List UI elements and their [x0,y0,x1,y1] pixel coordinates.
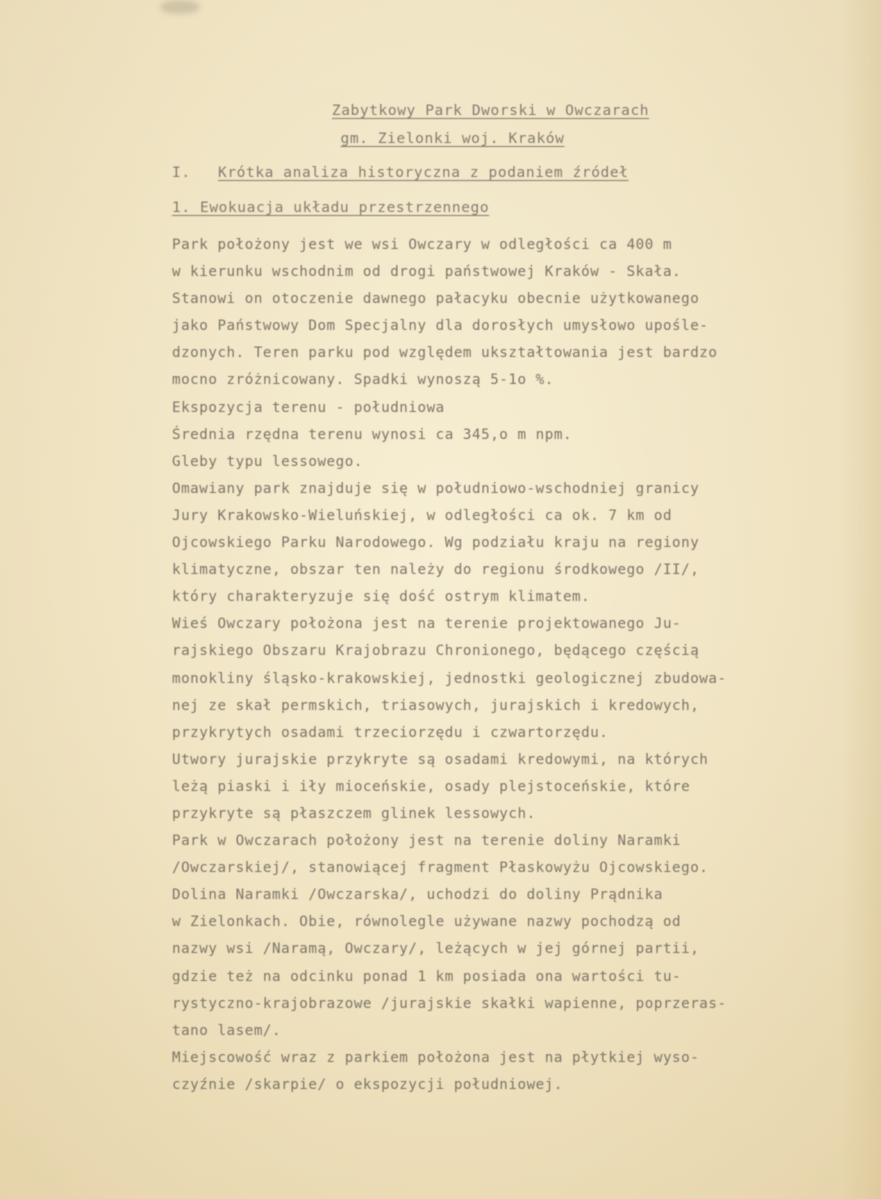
text-line: mocno zróżnicowany. Spadki wynoszą 5-1o %. [172,372,554,389]
text-line: nazwy wsi /Naramą, Owczary/, leżących w jej górnej partii, [172,941,700,958]
text-line: przykrytych osadami trzeciorzędu i czwartorzędu. [172,724,609,741]
document-subtitle: gm. Zielonki woj. Kraków [340,131,565,147]
text-line: Miejscowość wraz z parkiem położona jest na płytkiej wyso- [172,1049,700,1066]
text-line: Ojcowskiego Parku Narodowego. Wg podziału kraju na regiony [172,535,700,552]
text-line: Średnia rzędna terenu wynosi ca 345,o m npm. [172,426,573,443]
text-line: Park w Owczarach położony jest na terenie doliny Naramki [172,833,682,850]
text-line: przykryte są płaszczem glinek lessowych. [172,805,536,822]
text-line: rajskiego Obszaru Krajobrazu Chronionego, będącego częścią [172,643,700,660]
subsection-title: 1. Ewokuacja układu przestrzennego [172,200,490,216]
body-text [172,232,852,1099]
section-heading [172,165,629,181]
text-line: gdzie też na odcinku ponad 1 km posiada ona wartości tu- [172,968,682,985]
text-line: w Zielonkach. Obie, równolegle używane nazwy pochodzą od [172,914,682,931]
subsection-heading [172,200,489,216]
text-line: Ekspozycja terenu - południowa [172,399,445,416]
text-line: Park położony jest we wsi Owczary w odległości ca 400 m [172,237,673,253]
text-line: Wieś Owczary położona jest na terenie projektowanego Ju- [172,616,682,633]
section-number: I. [172,165,191,181]
text-line: Jury Krakowsko-Wieluńskiej, w odległości ca ok. 7 km od [172,507,673,524]
text-line: Utwory jurajskie przykryte są osadami kredowymi, na których [172,751,709,768]
text-line: monokliny śląsko-krakowskiej, jednostki geologicznej zbudowa- [172,670,727,687]
text-line: Stanowi on otoczenie dawnego pałacyku obecnie użytkowanego [172,291,700,308]
text-line: rystyczno-krajobrazowe /jurajskie skałki wapienne, poprzeras- [172,995,727,1012]
text-line: Omawiany park znajduje się w południowo-wschodniej granicy [172,480,700,497]
text-line: jako Państwowy Dom Specjalny dla dorosłych umysłowo upośle- [172,318,709,335]
text-line: który charakteryzuje się dość ostrym klimatem. [172,589,591,606]
text-line: Gleby typu lessowego. [172,453,363,470]
text-line: w kierunku wschodnim od drogi państwowej Kraków - Skała. [172,264,682,281]
text-line: dzonych. Teren parku pod względem ukształtowania jest bardzo [172,345,718,362]
text-line: /Owczarskiej/, stanowiącej fragment Płaskowyżu Ojcowskiego. [172,860,709,877]
section-title: Krótka analiza historyczna z podaniem źródeł [218,165,629,181]
text-line: Dolina Naramki /Owczarska/, uchodzi do doliny Prądnika [172,887,663,904]
text-line: nej ze skał permskich, triasowych, jurajskich i kredowych, [172,697,700,714]
text-line: tano lasem/. [172,1022,282,1039]
text-line: czyźnie /skarpie/ o ekspozycji południowej. [172,1076,563,1093]
document-title: Zabytkowy Park Dworski w Owczarach [331,103,650,119]
ink-smudge [160,0,200,14]
text-line: klimatyczne, obszar ten należy do regionu środkowego /II/, [172,562,700,579]
text-line: leżą piaski i iły mioceńskie, osady plejstoceńskie, które [172,778,691,795]
